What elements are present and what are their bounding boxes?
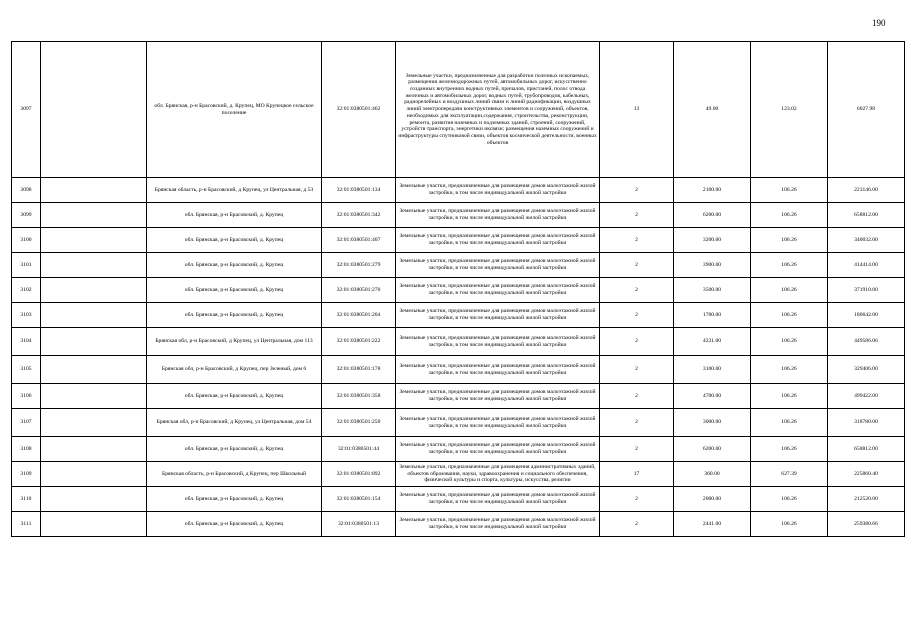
cadastral-value-cell: 259380.66 xyxy=(828,512,905,537)
address-cell: Брянская область, р-н Брасовский, д Крупец, ул Центральная, д 53 xyxy=(147,178,322,203)
address-cell: обл. Брянская, р-н Брасовский, д. Крупец xyxy=(147,203,322,228)
specific-value-cell: 106.26 xyxy=(751,178,828,203)
land-use-cell: Земельные участки, предназначенные для разработки полезных ископаемых, размещения железнодорожных путей, автомобильных дорог, искусственно созданных внутренних водных путей, причалов, пристаней, полос отвода железных и автомобильных дорог, водных путей, трубопроводов, кабельных, радиорелейных и воздушных линий связи и линий радиофикации, воздушных линий электропередачи конструктивных элементов и сооружений, объектов, необходимых для эксплуатации,содержания, строительства, реконструкции, ремонта, развития наземных и подземных зданий, строений, сооружений, устройств транспорта, энергетики иксвязи; размещения наземных сооружений и инфраструктуры спутниковой связи, объектов космической деятельности, военных объектов xyxy=(396,42,600,178)
area-cell: 6200.00 xyxy=(674,437,751,462)
cadastral-number-cell: 32:01:0380501:204 xyxy=(322,303,396,328)
cadastral-number-cell: 32:01:0380501:250 xyxy=(322,409,396,437)
area-cell: 4231.00 xyxy=(674,328,751,356)
land-use-cell: Земельные участки, предназначенные для размещения домов малоэтажной жилой застройки, в том числе индивидуальной жилой застройки xyxy=(396,303,600,328)
cadastral-value-cell: 371910.00 xyxy=(828,278,905,303)
land-use-cell: Земельные участки, предназначенные для размещения домов малоэтажной жилой застройки, в том числе индивидуальной жилой застройки xyxy=(396,178,600,203)
specific-value-cell: 106.26 xyxy=(751,228,828,253)
area-cell: 6200.00 xyxy=(674,203,751,228)
cadastral-number-cell: 32:01:0380501:13 xyxy=(322,512,396,537)
spacer-cell xyxy=(41,203,147,228)
spacer-cell xyxy=(41,437,147,462)
address-cell: Брянская обл, р-н Брасовский, д Крупец, ул Центральная, дом 54 xyxy=(147,409,322,437)
land-use-cell: Земельные участки, предназначенные для размещения домов малоэтажной жилой застройки, в том числе индивидуальной жилой застройки xyxy=(396,356,600,384)
row-number-cell: 3106 xyxy=(12,384,41,409)
cadastral-number-cell: 32:01:0380501:178 xyxy=(322,356,396,384)
cadastral-value-cell: 6027.98 xyxy=(828,42,905,178)
specific-value-cell: 106.26 xyxy=(751,203,828,228)
spacer-cell xyxy=(41,384,147,409)
spacer-cell xyxy=(41,278,147,303)
row-number-cell: 3110 xyxy=(12,487,41,512)
table-row xyxy=(12,409,905,437)
table-row xyxy=(12,278,905,303)
use-group-cell: 2 xyxy=(600,303,674,328)
cadastral-value-cell: 212520.00 xyxy=(828,487,905,512)
specific-value-cell: 123.02 xyxy=(751,42,828,178)
cadastral-number-cell: 32:01:0380501:358 xyxy=(322,384,396,409)
specific-value-cell: 106.26 xyxy=(751,328,828,356)
specific-value-cell: 106.26 xyxy=(751,253,828,278)
table-row xyxy=(12,203,905,228)
cadastral-number-cell: 32:01:0380501:44 xyxy=(322,437,396,462)
table-row xyxy=(12,253,905,278)
cadastral-number-cell: 32:01:0380501:154 xyxy=(322,487,396,512)
land-use-cell: Земельные участки, предназначенные для размещения домов малоэтажной жилой застройки, в том числе индивидуальной жилой застройки xyxy=(396,512,600,537)
use-group-cell: 2 xyxy=(600,409,674,437)
area-cell: 1700.00 xyxy=(674,303,751,328)
cadastral-value-cell: 225860.40 xyxy=(828,462,905,487)
use-group-cell: 2 xyxy=(600,487,674,512)
table-row xyxy=(12,512,905,537)
land-use-cell: Земельные участки, предназначенные для размещения домов малоэтажной жилой застройки, в том числе индивидуальной жилой застройки xyxy=(396,228,600,253)
address-cell: обл. Брянская, р-н Брасовский, д. Крупец xyxy=(147,303,322,328)
specific-value-cell: 106.26 xyxy=(751,437,828,462)
cadastral-value-cell: 223146.00 xyxy=(828,178,905,203)
land-use-cell: Земельные участки, предназначенные для размещения домов малоэтажной жилой застройки, в том числе индивидуальной жилой застройки xyxy=(396,487,600,512)
cadastral-number-cell: 32:01:0380501:222 xyxy=(322,328,396,356)
cadastral-number-cell: 32:01:0380501:407 xyxy=(322,228,396,253)
specific-value-cell: 106.26 xyxy=(751,409,828,437)
row-number-cell: 3111 xyxy=(12,512,41,537)
use-group-cell: 2 xyxy=(600,437,674,462)
use-group-cell: 2 xyxy=(600,278,674,303)
use-group-cell: 17 xyxy=(600,462,674,487)
address-cell: обл. Брянская, р-н Брасовский, д. Крупец xyxy=(147,512,322,537)
row-number-cell: 3105 xyxy=(12,356,41,384)
table-row xyxy=(12,356,905,384)
address-cell: обл. Брянская, р-н Брасовский, д. Крупец xyxy=(147,384,322,409)
table-row xyxy=(12,303,905,328)
area-cell: 2000.00 xyxy=(674,487,751,512)
spacer-cell xyxy=(41,228,147,253)
spacer-cell xyxy=(41,253,147,278)
spacer-cell xyxy=(41,512,147,537)
land-use-cell: Земельные участки, предназначенные для размещения домов малоэтажной жилой застройки, в том числе индивидуальной жилой застройки xyxy=(396,253,600,278)
spacer-cell xyxy=(41,356,147,384)
table-row xyxy=(12,487,905,512)
address-cell: Брянская обл, р-н Брасовский, д Крупец, пер Зеленый, дом 6 xyxy=(147,356,322,384)
area-cell: 3000.00 xyxy=(674,409,751,437)
spacer-cell xyxy=(41,462,147,487)
land-use-cell: Земельные участки, предназначенные для размещения домов малоэтажной жилой застройки, в том числе индивидуальной жилой застройки xyxy=(396,437,600,462)
table-row xyxy=(12,42,905,178)
cadastral-value-cell: 414414.00 xyxy=(828,253,905,278)
land-use-cell: Земельные участки, предназначенные для размещения домов малоэтажной жилой застройки, в том числе индивидуальной жилой застройки xyxy=(396,328,600,356)
address-cell: обл. Брянская, р-н Брасовский, д. Крупец xyxy=(147,228,322,253)
cadastral-number-cell: 32:01:0380501:279 xyxy=(322,253,396,278)
row-number-cell: 3103 xyxy=(12,303,41,328)
table-row xyxy=(12,462,905,487)
cadastral-value-cell: 658812.00 xyxy=(828,203,905,228)
table-row xyxy=(12,228,905,253)
table-row xyxy=(12,384,905,409)
cadastral-value-cell: 449586.06 xyxy=(828,328,905,356)
page-number: 190 xyxy=(872,18,886,28)
spacer-cell xyxy=(41,303,147,328)
address-cell: Брянская обл, р-н Брасовский, д Крупец, ул Центральная, дом 113 xyxy=(147,328,322,356)
address-cell: обл. Брянская, р-н Брасовский, д. Крупец, МО Крупецкое сельское поселение xyxy=(147,42,322,178)
address-cell: Брянская область, р-н Брасовский, д Крупец, пер Школьный xyxy=(147,462,322,487)
cadastral-number-cell: 32:01:0380501:462 xyxy=(322,42,396,178)
cadastral-value-table xyxy=(11,41,905,537)
spacer-cell xyxy=(41,328,147,356)
use-group-cell: 2 xyxy=(600,178,674,203)
cadastral-value-cell: 499422.00 xyxy=(828,384,905,409)
table-row xyxy=(12,437,905,462)
use-group-cell: 2 xyxy=(600,203,674,228)
area-cell: 3100.00 xyxy=(674,356,751,384)
cadastral-value-cell: 340032.00 xyxy=(828,228,905,253)
row-number-cell: 3100 xyxy=(12,228,41,253)
area-cell: 4700.00 xyxy=(674,384,751,409)
area-cell: 2441.00 xyxy=(674,512,751,537)
cadastral-value-cell: 180642.00 xyxy=(828,303,905,328)
land-use-cell: Земельные участки, предназначенные для размещения домов малоэтажной жилой застройки, в том числе индивидуальной жилой застройки xyxy=(396,409,600,437)
cadastral-number-cell: 32:01:0380501:342 xyxy=(322,203,396,228)
area-cell: 360.00 xyxy=(674,462,751,487)
specific-value-cell: 627.39 xyxy=(751,462,828,487)
table-row xyxy=(12,328,905,356)
spacer-cell xyxy=(41,487,147,512)
spacer-cell xyxy=(41,178,147,203)
address-cell: обл. Брянская, р-н Брасовский, д. Крупец xyxy=(147,437,322,462)
row-number-cell: 3102 xyxy=(12,278,41,303)
row-number-cell: 3099 xyxy=(12,203,41,228)
cadastral-number-cell: 32:01:0380501:134 xyxy=(322,178,396,203)
table-row xyxy=(12,178,905,203)
land-use-cell: Земельные участки, предназначенные для размещения домов малоэтажной жилой застройки, в том числе индивидуальной жилой застройки xyxy=(396,203,600,228)
row-number-cell: 3104 xyxy=(12,328,41,356)
land-use-cell: Земельные участки, предназначенные для размещения административных зданий, объектов образования, науки, здравоохранения и социального обеспечения, физической культуры и спорта, культуры, искусства, религии xyxy=(396,462,600,487)
row-number-cell: 3108 xyxy=(12,437,41,462)
spacer-cell xyxy=(41,409,147,437)
row-number-cell: 3109 xyxy=(12,462,41,487)
cadastral-value-cell: 318780.00 xyxy=(828,409,905,437)
use-group-cell: 13 xyxy=(600,42,674,178)
use-group-cell: 2 xyxy=(600,253,674,278)
land-use-cell: Земельные участки, предназначенные для размещения домов малоэтажной жилой застройки, в том числе индивидуальной жилой застройки xyxy=(396,278,600,303)
address-cell: обл. Брянская, р-н Брасовский, д. Крупец xyxy=(147,278,322,303)
use-group-cell: 2 xyxy=(600,512,674,537)
row-number-cell: 3098 xyxy=(12,178,41,203)
address-cell: обл. Брянская, р-н Брасовский, д. Крупец xyxy=(147,487,322,512)
cadastral-value-cell: 658812.00 xyxy=(828,437,905,462)
specific-value-cell: 106.26 xyxy=(751,487,828,512)
use-group-cell: 2 xyxy=(600,356,674,384)
specific-value-cell: 106.26 xyxy=(751,356,828,384)
address-cell: обл. Брянская, р-н Брасовский, д. Крупец xyxy=(147,253,322,278)
land-use-cell: Земельные участки, предназначенные для размещения домов малоэтажной жилой застройки, в том числе индивидуальной жилой застройки xyxy=(396,384,600,409)
specific-value-cell: 106.26 xyxy=(751,303,828,328)
cadastral-number-cell: 32:01:0380501:892 xyxy=(322,462,396,487)
use-group-cell: 2 xyxy=(600,328,674,356)
area-cell: 2100.00 xyxy=(674,178,751,203)
spacer-cell xyxy=(41,42,147,178)
area-cell: 3500.00 xyxy=(674,278,751,303)
use-group-cell: 2 xyxy=(600,228,674,253)
row-number-cell: 3097 xyxy=(12,42,41,178)
cadastral-number-cell: 32:01:0380501:270 xyxy=(322,278,396,303)
area-cell: 3200.00 xyxy=(674,228,751,253)
table-body xyxy=(12,42,905,537)
row-number-cell: 3107 xyxy=(12,409,41,437)
specific-value-cell: 106.26 xyxy=(751,512,828,537)
area-cell: 49.00 xyxy=(674,42,751,178)
area-cell: 3900.00 xyxy=(674,253,751,278)
specific-value-cell: 106.26 xyxy=(751,384,828,409)
use-group-cell: 2 xyxy=(600,384,674,409)
cadastral-value-cell: 329406.00 xyxy=(828,356,905,384)
specific-value-cell: 106.26 xyxy=(751,278,828,303)
row-number-cell: 3101 xyxy=(12,253,41,278)
